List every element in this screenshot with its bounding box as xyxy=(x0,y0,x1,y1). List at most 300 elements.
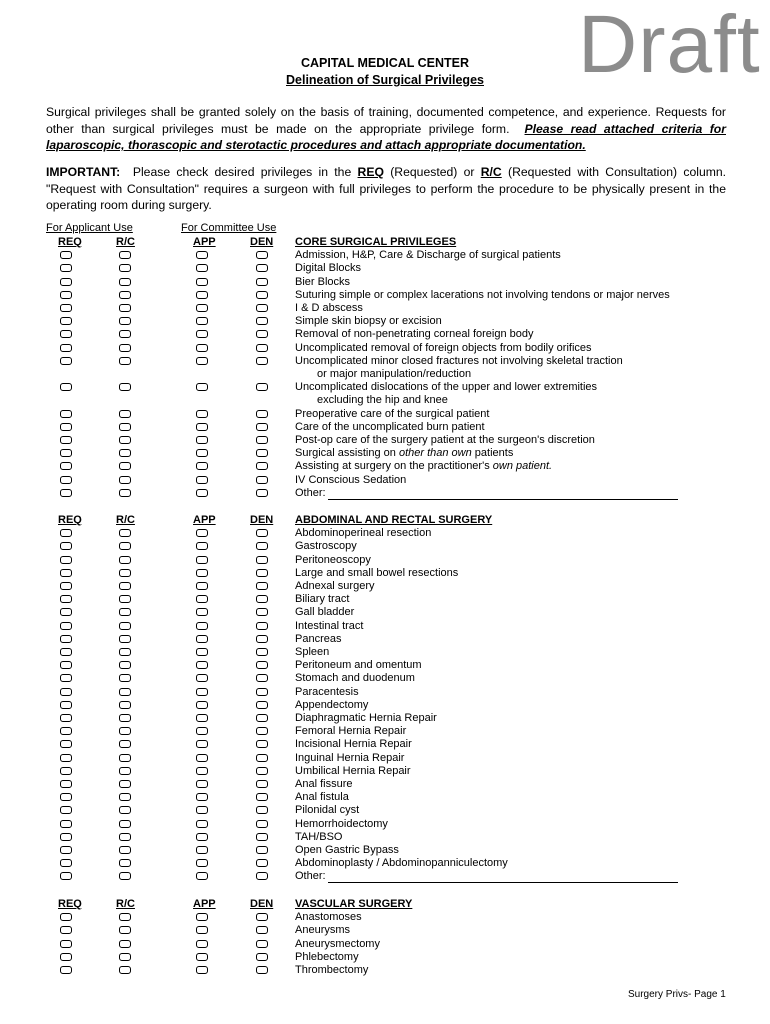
rc-checkbox[interactable] xyxy=(119,317,131,325)
app-checkbox[interactable] xyxy=(196,608,208,616)
app-checkbox[interactable] xyxy=(196,569,208,577)
privilege-label xyxy=(295,262,361,275)
den-checkbox[interactable] xyxy=(256,423,268,431)
req-checkbox[interactable] xyxy=(60,740,72,748)
req-checkbox[interactable] xyxy=(60,872,72,880)
den-checkbox[interactable] xyxy=(256,648,268,656)
privilege-label xyxy=(295,951,359,964)
den-checkbox[interactable] xyxy=(256,872,268,880)
app-checkbox[interactable] xyxy=(196,846,208,854)
privilege-label xyxy=(295,421,485,434)
privilege-row xyxy=(0,911,770,924)
app-checkbox[interactable] xyxy=(196,264,208,272)
privilege-row xyxy=(0,606,770,619)
privilege-label xyxy=(295,474,406,487)
privilege-row xyxy=(0,527,770,540)
app-checkbox[interactable] xyxy=(196,251,208,259)
req-checkbox[interactable] xyxy=(60,582,72,590)
den-checkbox[interactable] xyxy=(256,582,268,590)
privilege-row xyxy=(0,249,770,262)
privilege-text: Open Gastric Bypass xyxy=(295,844,399,856)
rc-checkbox[interactable] xyxy=(119,462,131,470)
privilege-text: Anal fissure xyxy=(295,778,353,790)
app-checkbox[interactable] xyxy=(196,556,208,564)
req-checkbox[interactable] xyxy=(60,846,72,854)
rc-checkbox[interactable] xyxy=(119,674,131,682)
den-checkbox[interactable] xyxy=(256,846,268,854)
privilege-row xyxy=(0,752,770,765)
app-checkbox[interactable] xyxy=(196,582,208,590)
rc-checkbox[interactable] xyxy=(119,953,131,961)
privilege-label xyxy=(295,818,388,831)
app-checkbox[interactable] xyxy=(196,661,208,669)
den-checkbox[interactable] xyxy=(256,569,268,577)
rc-checkbox[interactable] xyxy=(119,820,131,828)
privilege-row xyxy=(0,831,770,844)
den-checkbox[interactable] xyxy=(256,608,268,616)
app-checkbox[interactable] xyxy=(196,489,208,497)
req-checkbox[interactable] xyxy=(60,436,72,444)
den-checkbox[interactable] xyxy=(256,622,268,630)
den-checkbox[interactable] xyxy=(256,833,268,841)
den-checkbox[interactable] xyxy=(256,291,268,299)
req-checkbox[interactable] xyxy=(60,953,72,961)
req-checkbox[interactable] xyxy=(60,622,72,630)
app-checkbox[interactable] xyxy=(196,966,208,974)
app-checkbox[interactable] xyxy=(196,780,208,788)
rc-checkbox[interactable] xyxy=(119,846,131,854)
rc-checkbox[interactable] xyxy=(119,449,131,457)
den-checkbox[interactable] xyxy=(256,383,268,391)
app-checkbox[interactable] xyxy=(196,793,208,801)
app-checkbox[interactable] xyxy=(196,872,208,880)
den-checkbox[interactable] xyxy=(256,344,268,352)
den-checkbox[interactable] xyxy=(256,740,268,748)
rc-checkbox[interactable] xyxy=(119,595,131,603)
req-checkbox[interactable] xyxy=(60,529,72,537)
den-checkbox[interactable] xyxy=(256,529,268,537)
privilege-text: Biliary tract xyxy=(295,593,350,606)
app-checkbox[interactable] xyxy=(196,820,208,828)
rc-checkbox[interactable] xyxy=(119,278,131,286)
req-checkbox[interactable] xyxy=(60,383,72,391)
den-checkbox[interactable] xyxy=(256,859,268,867)
section-title: VASCULAR SURGERY xyxy=(295,898,413,910)
privilege-label xyxy=(295,831,342,844)
app-checkbox[interactable] xyxy=(196,330,208,338)
app-checkbox[interactable] xyxy=(196,701,208,709)
privilege-text: Abdominoperineal resection xyxy=(295,527,432,540)
req-checkbox[interactable] xyxy=(60,688,72,696)
privilege-label xyxy=(295,527,431,540)
app-checkbox[interactable] xyxy=(196,767,208,775)
privilege-row xyxy=(0,924,770,937)
app-checkbox[interactable] xyxy=(196,436,208,444)
req-checkbox[interactable] xyxy=(60,357,72,365)
privilege-text: Umbilical Hernia Repair xyxy=(295,764,411,777)
page-footer: Surgery Privs- Page 1 xyxy=(628,989,726,1000)
req-checkbox[interactable] xyxy=(60,264,72,272)
req-checkbox[interactable] xyxy=(60,542,72,550)
rc-checkbox[interactable] xyxy=(119,556,131,564)
privilege-row-continuation xyxy=(0,368,770,381)
privilege-text: Adnexal surgery xyxy=(295,580,375,592)
privilege-row xyxy=(0,381,770,394)
privilege-row xyxy=(0,276,770,289)
rc-checkbox[interactable] xyxy=(119,833,131,841)
req-checkbox[interactable] xyxy=(60,727,72,735)
privilege-label xyxy=(295,791,349,804)
rc-checkbox[interactable] xyxy=(119,569,131,577)
req-checkbox[interactable] xyxy=(60,251,72,259)
column-header-rc: R/C xyxy=(116,514,135,526)
app-checkbox[interactable] xyxy=(196,317,208,325)
privilege-text: Other: xyxy=(295,870,326,883)
rc-checkbox[interactable] xyxy=(119,582,131,590)
privilege-text: Peritoneoscopy xyxy=(295,553,371,566)
app-checkbox[interactable] xyxy=(196,727,208,735)
privilege-text: Paracentesis xyxy=(295,685,359,698)
privilege-label xyxy=(295,315,442,328)
column-header-rc: R/C xyxy=(116,236,135,248)
den-checkbox[interactable] xyxy=(256,330,268,338)
req-checkbox[interactable] xyxy=(60,754,72,762)
app-checkbox[interactable] xyxy=(196,740,208,748)
privilege-label xyxy=(295,857,508,870)
privilege-emphasis: other than own xyxy=(398,447,472,460)
req-checkbox[interactable] xyxy=(60,793,72,801)
den-checkbox[interactable] xyxy=(256,251,268,259)
den-checkbox[interactable] xyxy=(256,661,268,669)
rc-checkbox[interactable] xyxy=(119,436,131,444)
privilege-text: Digital Blocks xyxy=(295,262,362,275)
den-checkbox[interactable] xyxy=(256,489,268,497)
req-checkbox[interactable] xyxy=(60,806,72,814)
privilege-text: Bier Blocks xyxy=(295,275,351,288)
req-checkbox[interactable] xyxy=(60,635,72,643)
den-checkbox[interactable] xyxy=(256,688,268,696)
den-checkbox[interactable] xyxy=(256,317,268,325)
privilege-text: Diaphragmatic Hernia Repair xyxy=(295,712,437,724)
privilege-label xyxy=(295,725,406,738)
den-checkbox[interactable] xyxy=(256,595,268,603)
privilege-text: TAH/BSO xyxy=(295,830,343,843)
den-checkbox[interactable] xyxy=(256,635,268,643)
privilege-label xyxy=(295,447,513,460)
app-checkbox[interactable] xyxy=(196,291,208,299)
den-checkbox[interactable] xyxy=(256,940,268,948)
req-checkbox[interactable] xyxy=(60,648,72,656)
app-checkbox[interactable] xyxy=(196,674,208,682)
privilege-text: Anal fistula xyxy=(295,791,349,804)
den-checkbox[interactable] xyxy=(256,410,268,418)
privilege-label xyxy=(295,249,561,262)
section-title: CORE SURGICAL PRIVILEGES xyxy=(295,236,457,248)
req-checkbox[interactable] xyxy=(60,489,72,497)
req-checkbox[interactable] xyxy=(60,556,72,564)
rc-checkbox[interactable] xyxy=(119,264,131,272)
rc-checkbox[interactable] xyxy=(119,383,131,391)
rc-checkbox[interactable] xyxy=(119,740,131,748)
privilege-text: Spleen xyxy=(295,646,330,658)
privilege-label xyxy=(295,964,368,977)
req-checkbox[interactable] xyxy=(60,569,72,577)
rc-checkbox[interactable] xyxy=(119,940,131,948)
rc-checkbox[interactable] xyxy=(119,410,131,418)
req-checkbox[interactable] xyxy=(60,291,72,299)
den-checkbox[interactable] xyxy=(256,462,268,470)
app-checkbox[interactable] xyxy=(196,622,208,630)
req-checkbox[interactable] xyxy=(60,423,72,431)
privilege-label xyxy=(295,302,363,315)
column-header-den: DEN xyxy=(250,514,274,526)
privilege-row xyxy=(0,870,770,883)
privilege-label xyxy=(295,699,368,712)
den-checkbox[interactable] xyxy=(256,780,268,788)
rc-checkbox[interactable] xyxy=(119,357,131,365)
den-checkbox[interactable] xyxy=(256,793,268,801)
den-checkbox[interactable] xyxy=(256,926,268,934)
req-checkbox[interactable] xyxy=(60,317,72,325)
privilege-row xyxy=(0,474,770,487)
den-checkbox[interactable] xyxy=(256,674,268,682)
privilege-row-continuation xyxy=(0,394,770,407)
app-checkbox[interactable] xyxy=(196,462,208,470)
app-checkbox[interactable] xyxy=(196,278,208,286)
app-checkbox[interactable] xyxy=(196,754,208,762)
privilege-row xyxy=(0,951,770,964)
section-header-row xyxy=(0,898,770,911)
privilege-label xyxy=(295,672,415,685)
app-checkbox[interactable] xyxy=(196,859,208,867)
section-header-row xyxy=(0,514,770,527)
privilege-text: Uncomplicated removal of foreign objects from bodily orifices xyxy=(295,341,592,354)
rc-checkbox[interactable] xyxy=(119,872,131,880)
rc-checkbox[interactable] xyxy=(119,529,131,537)
app-checkbox[interactable] xyxy=(196,476,208,484)
privilege-label xyxy=(295,276,350,289)
req-checkbox[interactable] xyxy=(60,661,72,669)
other-write-in-line[interactable] xyxy=(328,489,678,500)
req-checkbox[interactable] xyxy=(60,714,72,722)
privilege-row xyxy=(0,620,770,633)
app-checkbox[interactable] xyxy=(196,833,208,841)
app-checkbox[interactable] xyxy=(196,357,208,365)
privilege-text: Abdominoplasty / Abdominopanniculectomy xyxy=(295,857,508,870)
app-checkbox[interactable] xyxy=(196,449,208,457)
rc-checkbox[interactable] xyxy=(119,542,131,550)
req-checkbox[interactable] xyxy=(60,940,72,948)
den-checkbox[interactable] xyxy=(256,767,268,775)
column-header-app: APP xyxy=(193,898,216,910)
privilege-row xyxy=(0,342,770,355)
privilege-label xyxy=(295,593,349,606)
den-checkbox[interactable] xyxy=(256,357,268,365)
app-checkbox[interactable] xyxy=(196,648,208,656)
req-checkbox[interactable] xyxy=(60,410,72,418)
den-checkbox[interactable] xyxy=(256,449,268,457)
req-checkbox[interactable] xyxy=(60,966,72,974)
app-checkbox[interactable] xyxy=(196,635,208,643)
den-checkbox[interactable] xyxy=(256,754,268,762)
privilege-text: Thrombectomy xyxy=(295,964,369,976)
app-checkbox[interactable] xyxy=(196,806,208,814)
rc-checkbox[interactable] xyxy=(119,806,131,814)
privilege-row xyxy=(0,791,770,804)
rc-checkbox[interactable] xyxy=(119,251,131,259)
app-checkbox[interactable] xyxy=(196,940,208,948)
rc-checkbox[interactable] xyxy=(119,304,131,312)
req-checkbox[interactable] xyxy=(60,608,72,616)
privilege-text: Appendectomy xyxy=(295,698,369,711)
rc-checkbox[interactable] xyxy=(119,714,131,722)
privilege-label xyxy=(295,487,678,500)
privilege-text: Pilonidal cyst xyxy=(295,804,360,817)
rc-checkbox[interactable] xyxy=(119,330,131,338)
rc-checkbox[interactable] xyxy=(119,701,131,709)
privilege-label xyxy=(295,778,352,791)
rc-checkbox[interactable] xyxy=(119,859,131,867)
intro-paragraph xyxy=(46,104,726,154)
app-checkbox[interactable] xyxy=(196,542,208,550)
den-checkbox[interactable] xyxy=(256,436,268,444)
req-checkbox[interactable] xyxy=(60,913,72,921)
privilege-row xyxy=(0,818,770,831)
privilege-text: Large and small bowel resections xyxy=(295,566,459,579)
rc-checkbox[interactable] xyxy=(119,688,131,696)
req-checkbox[interactable] xyxy=(60,344,72,352)
privilege-text: Post-op care of the surgery patient at the surgeon's discretion xyxy=(295,434,595,446)
app-checkbox[interactable] xyxy=(196,714,208,722)
app-checkbox[interactable] xyxy=(196,688,208,696)
privilege-label xyxy=(295,686,359,699)
den-checkbox[interactable] xyxy=(256,806,268,814)
den-checkbox[interactable] xyxy=(256,264,268,272)
req-checkbox[interactable] xyxy=(60,701,72,709)
privilege-row xyxy=(0,804,770,817)
privilege-text: Assisting at surgery on the practitioner's xyxy=(295,460,490,473)
den-checkbox[interactable] xyxy=(256,304,268,312)
req-checkbox[interactable] xyxy=(60,674,72,682)
privilege-label xyxy=(295,381,597,394)
rc-checkbox[interactable] xyxy=(119,727,131,735)
den-checkbox[interactable] xyxy=(256,701,268,709)
rc-checkbox[interactable] xyxy=(119,291,131,299)
den-checkbox[interactable] xyxy=(256,476,268,484)
den-checkbox[interactable] xyxy=(256,820,268,828)
den-checkbox[interactable] xyxy=(256,556,268,564)
req-checkbox[interactable] xyxy=(60,278,72,286)
req-checkbox[interactable] xyxy=(60,833,72,841)
app-checkbox[interactable] xyxy=(196,913,208,921)
privilege-label xyxy=(295,460,552,473)
rc-checkbox[interactable] xyxy=(119,913,131,921)
privilege-label xyxy=(295,554,371,567)
rc-checkbox[interactable] xyxy=(119,622,131,630)
req-checkbox[interactable] xyxy=(60,780,72,788)
rc-checkbox[interactable] xyxy=(119,926,131,934)
privilege-emphasis: own patient. xyxy=(492,460,553,473)
app-checkbox[interactable] xyxy=(196,926,208,934)
req-checkbox[interactable] xyxy=(60,595,72,603)
rc-checkbox[interactable] xyxy=(119,423,131,431)
req-checkbox[interactable] xyxy=(60,304,72,312)
rc-checkbox[interactable] xyxy=(119,767,131,775)
req-checkbox[interactable] xyxy=(60,859,72,867)
app-checkbox[interactable] xyxy=(196,423,208,431)
app-checkbox[interactable] xyxy=(196,529,208,537)
req-checkbox[interactable] xyxy=(60,449,72,457)
important-rc: R/C xyxy=(480,165,502,179)
section-header-row xyxy=(0,236,770,249)
app-checkbox[interactable] xyxy=(196,383,208,391)
req-checkbox[interactable] xyxy=(60,476,72,484)
rc-checkbox[interactable] xyxy=(119,754,131,762)
important-text-1: Please check desired privileges in the xyxy=(132,165,352,179)
req-checkbox[interactable] xyxy=(60,926,72,934)
den-checkbox[interactable] xyxy=(256,542,268,550)
privilege-text: Pancreas xyxy=(295,632,342,645)
den-checkbox[interactable] xyxy=(256,953,268,961)
privilege-row xyxy=(0,447,770,460)
privilege-row xyxy=(0,646,770,659)
rc-checkbox[interactable] xyxy=(119,476,131,484)
rc-checkbox[interactable] xyxy=(119,793,131,801)
den-checkbox[interactable] xyxy=(256,727,268,735)
privilege-label xyxy=(295,289,670,302)
organization-name: CAPITAL MEDICAL CENTER xyxy=(300,56,470,70)
den-checkbox[interactable] xyxy=(256,966,268,974)
rc-checkbox[interactable] xyxy=(119,966,131,974)
privilege-label xyxy=(295,911,362,924)
privilege-label xyxy=(295,738,412,751)
rc-checkbox[interactable] xyxy=(119,648,131,656)
privilege-text: Other: xyxy=(295,486,326,499)
den-checkbox[interactable] xyxy=(256,714,268,722)
privilege-row xyxy=(0,844,770,857)
rc-checkbox[interactable] xyxy=(119,489,131,497)
app-checkbox[interactable] xyxy=(196,344,208,352)
den-checkbox[interactable] xyxy=(256,913,268,921)
privilege-label xyxy=(295,567,458,580)
app-checkbox[interactable] xyxy=(196,953,208,961)
privilege-row xyxy=(0,408,770,421)
other-write-in-line[interactable] xyxy=(328,872,678,883)
den-checkbox[interactable] xyxy=(256,278,268,286)
rc-checkbox[interactable] xyxy=(119,608,131,616)
app-checkbox[interactable] xyxy=(196,304,208,312)
draft-watermark: Draft xyxy=(578,0,761,90)
rc-checkbox[interactable] xyxy=(119,780,131,788)
app-checkbox[interactable] xyxy=(196,595,208,603)
rc-checkbox[interactable] xyxy=(119,661,131,669)
privilege-label xyxy=(295,870,678,883)
privilege-text: Gastroscopy xyxy=(295,540,357,553)
privilege-label xyxy=(295,924,350,937)
req-checkbox[interactable] xyxy=(60,767,72,775)
privilege-row xyxy=(0,302,770,315)
privilege-label xyxy=(295,659,422,672)
req-checkbox[interactable] xyxy=(60,330,72,338)
rc-checkbox[interactable] xyxy=(119,344,131,352)
rc-checkbox[interactable] xyxy=(119,635,131,643)
req-checkbox[interactable] xyxy=(60,820,72,828)
privilege-row xyxy=(0,315,770,328)
column-header-req: REQ xyxy=(58,898,82,910)
req-checkbox[interactable] xyxy=(60,462,72,470)
column-header-app: APP xyxy=(193,514,216,526)
app-checkbox[interactable] xyxy=(196,410,208,418)
